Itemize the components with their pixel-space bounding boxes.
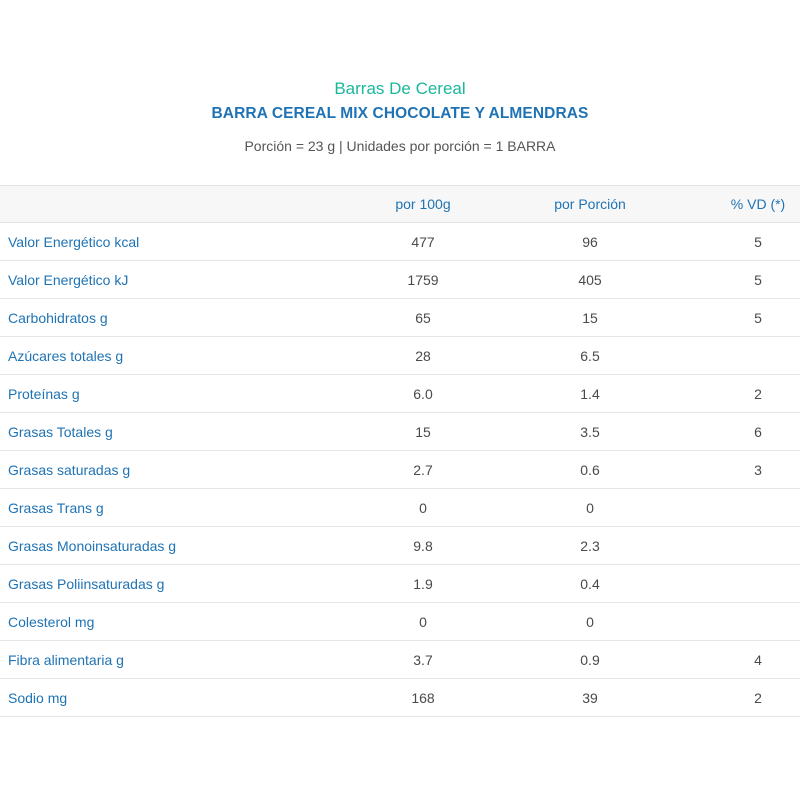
nutrient-name: Sodio mg xyxy=(8,689,68,706)
value-per-portion: 2.3 xyxy=(580,537,600,554)
value-daily-percent: 2 xyxy=(754,689,762,706)
value-daily-percent: 4 xyxy=(754,651,762,668)
value-per-portion: 0.4 xyxy=(580,575,600,592)
value-per-portion: 15 xyxy=(582,309,598,326)
table-row xyxy=(0,641,800,679)
column-header-per-100g: por 100g xyxy=(395,196,451,212)
value-per-portion: 0 xyxy=(586,499,594,516)
value-daily-percent xyxy=(698,489,800,526)
nutrient-name: Fibra alimentaria g xyxy=(8,651,124,668)
table-row xyxy=(0,413,800,451)
product-title: BARRA CEREAL MIX CHOCOLATE Y ALMENDRAS xyxy=(211,105,589,122)
value-per-portion: 6.5 xyxy=(580,347,600,364)
value-daily-percent: 6 xyxy=(754,423,762,440)
category-title: Barras De Cereal xyxy=(334,79,466,98)
value-per-100g: 1759 xyxy=(407,271,439,288)
table-row xyxy=(0,679,800,717)
nutrient-name: Colesterol mg xyxy=(8,613,95,630)
table-row xyxy=(0,375,800,413)
value-per-100g: 0 xyxy=(419,613,427,630)
value-per-100g: 2.7 xyxy=(413,461,433,478)
table-row xyxy=(0,451,800,489)
value-daily-percent: 5 xyxy=(754,233,762,250)
value-per-portion: 405 xyxy=(578,271,602,288)
nutrient-name: Grasas Monoinsaturadas g xyxy=(8,537,177,554)
nutrient-name: Proteínas g xyxy=(8,385,80,402)
table-row xyxy=(0,299,800,337)
value-per-portion: 0 xyxy=(586,613,594,630)
table-body xyxy=(0,223,800,717)
value-daily-percent: 3 xyxy=(754,461,762,478)
value-per-100g: 15 xyxy=(415,423,431,440)
nutrient-name: Carbohidratos g xyxy=(8,309,108,326)
value-per-100g: 65 xyxy=(415,309,431,326)
nutrient-name: Grasas Totales g xyxy=(8,423,113,440)
table-row xyxy=(0,527,800,565)
value-per-100g: 168 xyxy=(411,689,435,706)
value-per-portion: 39 xyxy=(582,689,598,706)
value-daily-percent xyxy=(698,527,800,564)
table-row xyxy=(0,223,800,261)
value-daily-percent: 2 xyxy=(754,385,762,402)
value-daily-percent xyxy=(698,603,800,640)
column-header-daily-value: % VD (*) xyxy=(730,196,786,212)
table-row xyxy=(0,565,800,603)
value-daily-percent xyxy=(698,337,800,374)
nutrition-table xyxy=(0,185,800,717)
value-per-portion: 0.9 xyxy=(580,651,600,668)
value-daily-percent xyxy=(698,565,800,602)
nutrient-name: Grasas Poliinsaturadas g xyxy=(8,575,165,592)
table-row xyxy=(0,337,800,375)
value-per-100g: 28 xyxy=(415,347,431,364)
table-row xyxy=(0,603,800,641)
column-header-per-portion: por Porción xyxy=(554,196,626,212)
table-header-row xyxy=(0,186,800,223)
value-daily-percent: 5 xyxy=(754,271,762,288)
value-per-portion: 3.5 xyxy=(580,423,600,440)
portion-info: Porción = 23 g | Unidades por porción = 1 BARRA xyxy=(244,138,556,154)
value-per-100g: 9.8 xyxy=(413,537,433,554)
value-per-100g: 6.0 xyxy=(413,385,433,402)
nutrient-name: Valor Energético kcal xyxy=(8,233,140,250)
nutrient-name: Azúcares totales g xyxy=(8,347,124,364)
value-per-100g: 477 xyxy=(411,233,435,250)
value-per-100g: 0 xyxy=(419,499,427,516)
value-daily-percent: 5 xyxy=(754,309,762,326)
table-row xyxy=(0,489,800,527)
column-header-nutrient xyxy=(8,186,328,222)
value-per-portion: 1.4 xyxy=(580,385,600,402)
nutrient-name: Grasas saturadas g xyxy=(8,461,131,478)
nutrient-name: Grasas Trans g xyxy=(8,499,104,516)
value-per-100g: 3.7 xyxy=(413,651,433,668)
value-per-portion: 96 xyxy=(582,233,598,250)
nutrient-name: Valor Energético kJ xyxy=(8,271,129,288)
value-per-portion: 0.6 xyxy=(580,461,600,478)
table-row xyxy=(0,261,800,299)
value-per-100g: 1.9 xyxy=(413,575,433,592)
